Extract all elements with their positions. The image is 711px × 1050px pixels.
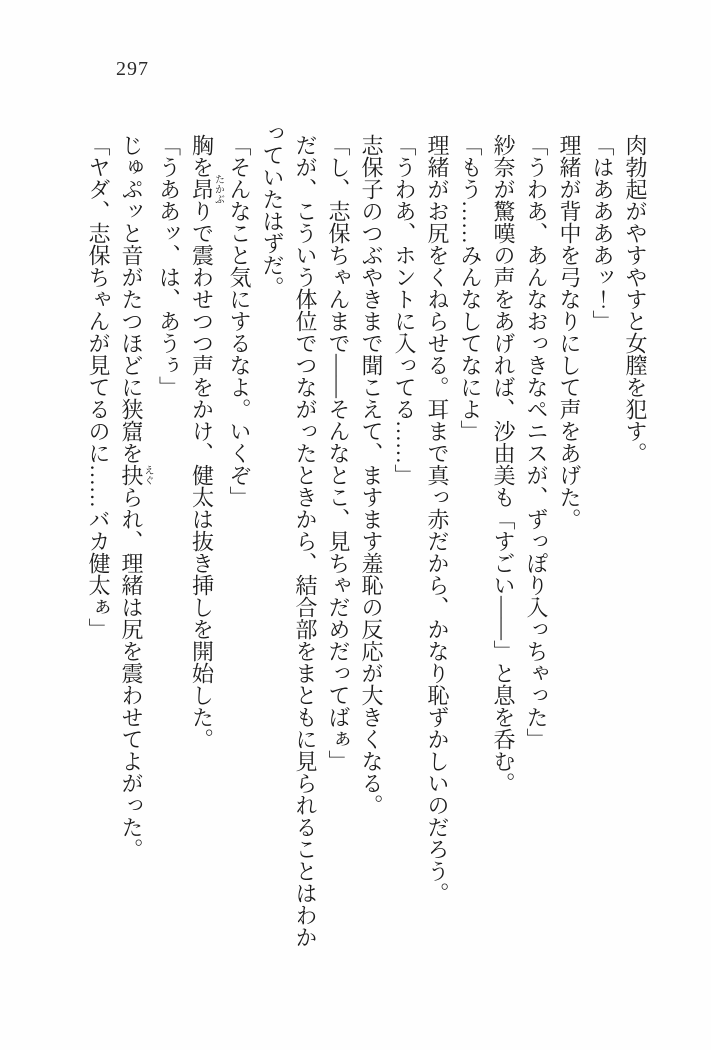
vertical-text-block (86, 122, 652, 958)
paragraph: 志保子のつぶやきまで聞こえて、ますます羞恥の反応が大きくなる。 (359, 134, 384, 816)
paragraph: だが、こういう体位でつながったときから、結合部をまともに見られることはわかっていたはずだ。 (260, 122, 318, 948)
furigana-ruby: 昂たかぶ (189, 174, 224, 204)
paragraph: 「し、志保ちゃんまで――そんなとこ、見ちゃだめだってばぁ」 (326, 134, 351, 772)
paragraph: 「うああッ、は、あうぅ」 (156, 134, 182, 398)
furigana-ruby: 抉えぐ (119, 464, 153, 486)
paragraph: 理緒が背中を弓なりにして声をあげた。 (557, 134, 582, 530)
page-number: 297 (116, 58, 149, 80)
paragraph: 「うわあ、ホントに入ってる……」 (392, 134, 417, 486)
paragraph: じゅぷッと音がたつほどに狭窟を抉えぐられ、理緒は尻を震わせてよがった。 (119, 134, 153, 860)
paragraph: 紗奈が驚嘆の声をあげれば、沙由美も「すごい――」と息を呑む。 (491, 134, 516, 794)
paragraph: 胸を昂たかぶりで震わせつつ声をかけ、健太は抜き挿しを開始した。 (189, 134, 224, 750)
paragraph: 「ヤダ、志保ちゃんが見てるのに……バカ健太ぁ」 (86, 134, 111, 640)
paragraph: 「もう……みんなしてなによ」 (458, 134, 483, 442)
paragraph: 「はああああッ！」 (590, 134, 615, 332)
paragraph: 理緒がお尻をくねらせる。耳まで真っ赤だから、かなり恥ずかしいのだろう。 (425, 134, 450, 904)
paragraph: 肉勃起がやすやすと女膣を犯す。 (623, 134, 648, 464)
paragraph: 「そんなこと気にするなよ。いくぞ」 (227, 134, 252, 508)
paragraph: 「うわあ、あんなおっきなペニスが、ずっぽり入っちゃった」 (524, 134, 549, 750)
